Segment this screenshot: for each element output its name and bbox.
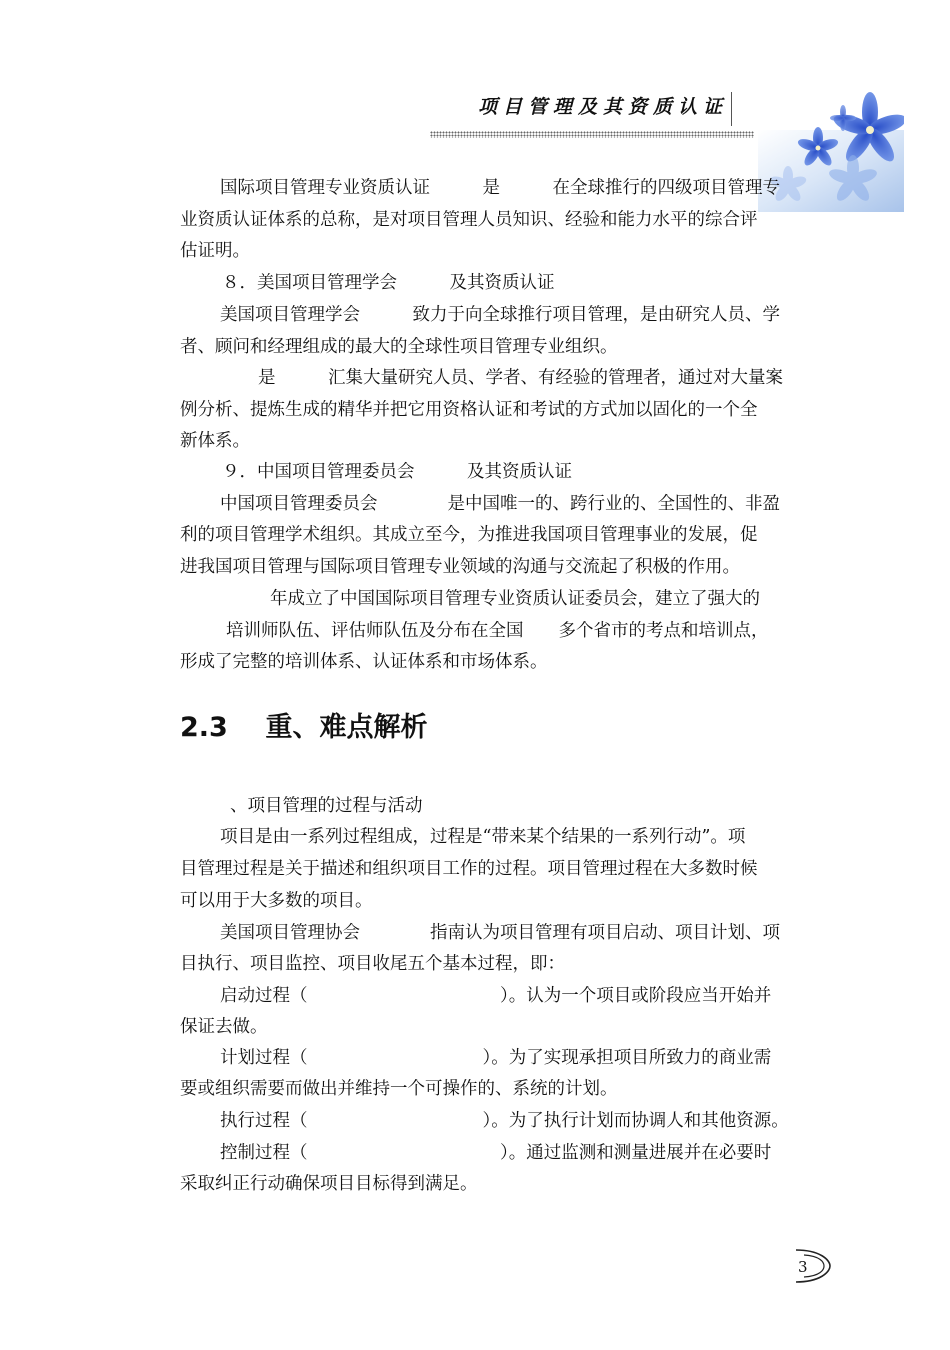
body-line: 启动过程（ ）。认为一个项目或阶段应当开始并 bbox=[220, 986, 772, 1006]
body-line: 采取纠正行动确保项目目标得到满足。 bbox=[180, 1174, 478, 1194]
body-line: 计划过程（ ）。为了实现承担项目所致力的商业需 bbox=[220, 1048, 772, 1068]
header-divider-vertical bbox=[731, 92, 732, 126]
body-line: 新体系。 bbox=[180, 431, 250, 451]
subheading-8: ８．美国项目管理学会 及其资质认证 bbox=[222, 273, 555, 293]
page-number: 3 bbox=[798, 1258, 808, 1276]
running-header-title: 项目管理及其资质认证 bbox=[478, 96, 729, 118]
body-line: 目执行、项目监控、项目收尾五个基本过程，即： bbox=[180, 954, 565, 974]
body-line: 培训师队伍、评估师队伍及分布在全国 多个省市的考点和培训点， bbox=[226, 621, 769, 641]
subheading-9: ９．中国项目管理委员会 及其资质认证 bbox=[222, 462, 572, 482]
body-line: 年成立了中国国际项目管理专业资质认证委员会，建立了强大的 bbox=[270, 589, 760, 609]
body-line: 保证去做。 bbox=[180, 1017, 268, 1037]
body-line: 者、顾问和经理组成的最大的全球性项目管理专业组织。 bbox=[180, 337, 618, 357]
body-line: 中国项目管理委员会 是中国唯一的、跨行业的、全国性的、非盈 bbox=[220, 494, 780, 514]
section-number: 2.3 bbox=[180, 712, 228, 743]
body-line: 业资质认证体系的总称，是对项目管理人员知识、经验和能力水平的综合评 bbox=[180, 210, 758, 230]
body-line: 美国项目管理学会 致力于向全球推行项目管理，是由研究人员、学 bbox=[220, 305, 780, 325]
section-title-text: 重、难点解析 bbox=[265, 712, 428, 743]
body-line: 进我国项目管理与国际项目管理专业领域的沟通与交流起了积极的作用。 bbox=[180, 557, 740, 577]
subheading-process: 、项目管理的过程与活动 bbox=[230, 796, 423, 816]
body-line: 可以用于大多数的项目。 bbox=[180, 891, 373, 911]
body-line: 控制过程（ ）。通过监测和测量进展并在必要时 bbox=[220, 1143, 772, 1163]
body-line: 利的项目管理学术组织。其成立至今，为推进我国项目管理事业的发展，促 bbox=[180, 525, 758, 545]
body-line: 形成了完整的培训体系、认证体系和市场体系。 bbox=[180, 652, 548, 672]
section-heading bbox=[180, 705, 427, 744]
body-line: 美国项目管理协会 指南认为项目管理有项目启动、项目计划、项 bbox=[220, 923, 780, 943]
body-line: 估证明。 bbox=[180, 241, 250, 261]
body-line: 例分析、提炼生成的精华并把它用资格认证和考试的方式加以固化的一个全 bbox=[180, 400, 758, 420]
body-line: 要或组织需要而做出并维持一个可操作的、系统的计划。 bbox=[180, 1079, 618, 1099]
body-line: 执行过程（ ）。为了执行计划而协调人和其他资源。 bbox=[220, 1111, 789, 1131]
header-dotted-rule bbox=[430, 131, 754, 138]
body-line: 目管理过程是关于描述和组织项目工作的过程。项目管理过程在大多数时候 bbox=[180, 859, 758, 879]
body-line: 是 汇集大量研究人员、学者、有经验的管理者，通过对大量案 bbox=[258, 368, 783, 388]
body-line: 项目是由一系列过程组成，过程是“带来某个结果的一系列行动”。项 bbox=[220, 827, 746, 847]
body-line: 国际项目管理专业资质认证 是 在全球推行的四级项目管理专 bbox=[220, 178, 780, 198]
